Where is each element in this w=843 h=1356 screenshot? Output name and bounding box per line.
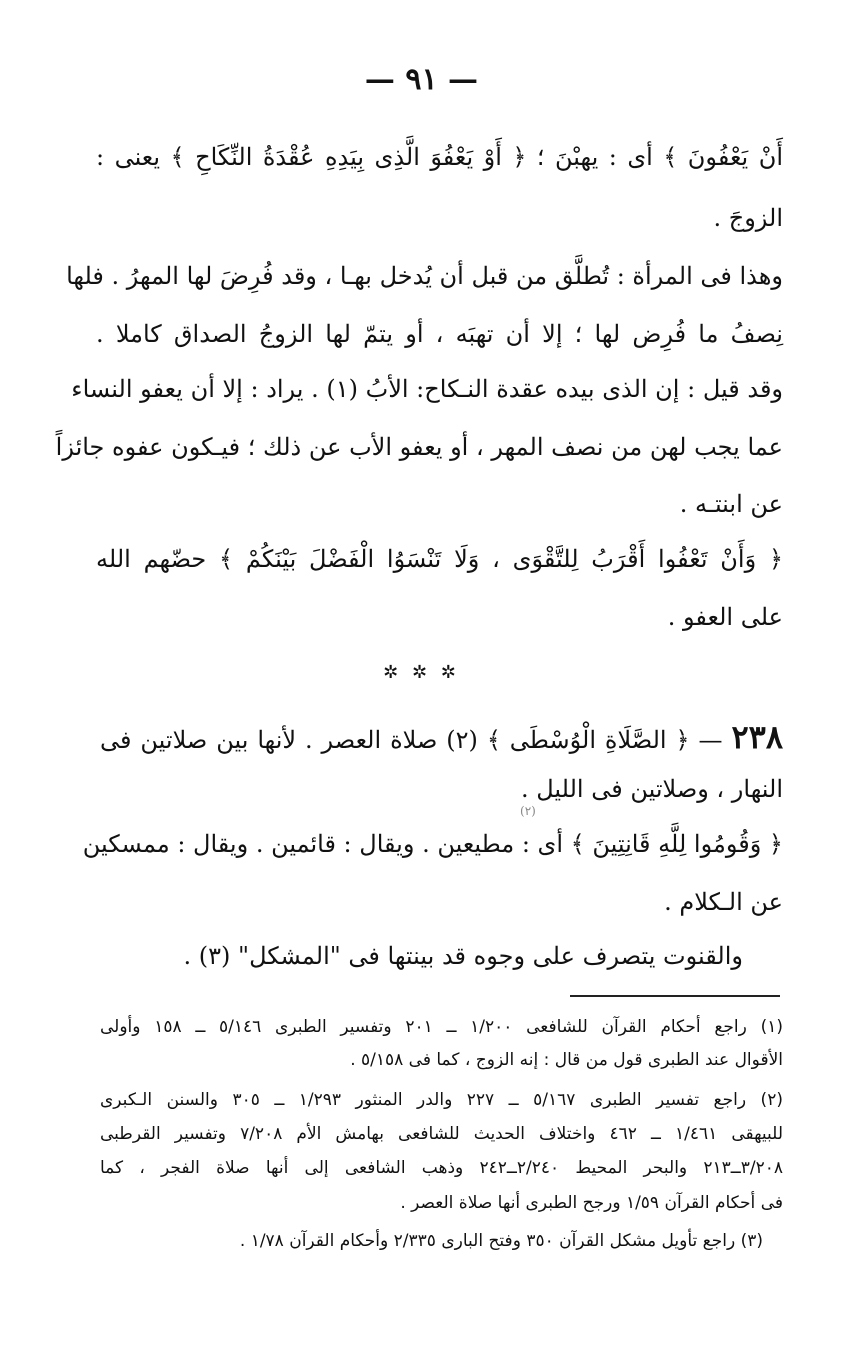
paragraph-2-line-1: وهذا فى المرأة : تُطلَّق من قبل أن يُدخل بهـا ، وقد فُرِضَ لها المهرُ . فلها bbox=[66, 262, 783, 290]
section-number: ٢٣٨ bbox=[731, 718, 783, 756]
footnote-1-line-2: الأقوال عند الطبرى قول من قال : إنه الزوج ، كما فى ٥/١٥٨ . bbox=[350, 1050, 783, 1070]
paragraph-1-line-2: الزوجَ . bbox=[713, 204, 783, 232]
paragraph-4-line-1: ﴿ وَأَنْ تَعْفُوا أَقْرَبُ لِلتَّقْوَى ، وَلَا تَنْسَوُا الْفَضْلَ بَيْنَكُمْ ﴾ حضّهم الله bbox=[96, 545, 783, 573]
footnote-2-line-2: للبيهقى ١/٤٦١ ــ ٤٦٢ واختلاف الحديث للشافعى بهامش الأم ٧/٢٠٨ وتفسير القرطبى bbox=[100, 1124, 783, 1144]
footnote-2-line-1: (٢) راجع تفسير الطبرى ٥/١٦٧ ــ ٢٢٧ والدر المنثور ١/٢٩٣ ــ ٣٠٥ والسنن الـكبرى bbox=[100, 1090, 783, 1110]
superscript-mark: (٢) bbox=[520, 804, 536, 818]
footnote-1-line-1: (١) راجع أحكام القرآن للشافعى ١/٢٠٠ ــ ٢٠١ وتفسير الطبرى ٥/١٤٦ ــ ١٥٨ وأولى bbox=[100, 1017, 783, 1037]
section-238-line-2: النهار ، وصلاتين فى الليل . bbox=[520, 775, 783, 803]
paragraph-3-line-1: وقد قيل : إن الذى بيده عقدة النـكاح: الأبُ (١) . يراد : إلا أن يعفو النساء bbox=[71, 375, 783, 403]
footnote-3-line-1: (٣) راجع تأويل مشكل القرآن ٣٥٠ وفتح البارى ٢/٣٣٥ وأحكام القرآن ١/٧٨ . bbox=[239, 1231, 763, 1251]
paragraph-2-line-2: نِصفُ ما فُرِض لها ؛ إلا أن تهبَه ، أو يتمّ لها الزوجُ الصداق كاملا . bbox=[96, 320, 783, 348]
section-238-line-5: والقنوت يتصرف على وجوه قد بينتها فى "المشكل" (٣) . bbox=[183, 942, 743, 970]
paragraph-1-line-1: أَنْ يَعْفُونَ ﴾ أى : يهبْنَ ؛ ﴿ أَوْ يَعْفُوَ الَّذِى بِيَدِهِ عُقْدَةُ النِّكَاحِ ﴾ يعنى : bbox=[96, 143, 783, 171]
page-number: — ٩١ — bbox=[364, 62, 479, 97]
paragraph-3-line-3: عن ابنتـه . bbox=[679, 490, 783, 518]
paragraph-4-line-2: على العفو . bbox=[667, 603, 783, 631]
section-divider: ✲ ✲ ✲ bbox=[383, 662, 460, 683]
section-238-line-1 bbox=[100, 718, 783, 756]
footnote-separator bbox=[570, 995, 780, 997]
section-238-heading-text: — ﴿ الصَّلَاةِ الْوُسْطَى ﴾ (٢) صلاة العصر . لأنها بين صلاتين فى bbox=[100, 726, 723, 754]
footnote-2-line-3: ٣/٢٠٨ــ٢١٣ والبحر المحيط ٢/٢٤٠ــ٢٤٢ وذهب الشافعى إلى أنها صلاة الفجر ، كما bbox=[100, 1158, 783, 1178]
section-238-line-4: عن الـكلام . bbox=[664, 888, 783, 916]
footnote-2-line-4: فى أحكام القرآن ١/٥٩ ورجح الطبرى أنها صلاة العصر . bbox=[400, 1193, 783, 1213]
paragraph-3-line-2: عما يجب لهن من نصف المهر ، أو يعفو الأب عن ذلك ؛ فيـكون عفوه جائزاً bbox=[55, 433, 783, 461]
section-238-line-3: ﴿ وَقُومُوا لِلَّهِ قَانِتِينَ ﴾ أى : مطيعين . ويقال : قائمين . ويقال : ممسكين bbox=[82, 830, 783, 858]
